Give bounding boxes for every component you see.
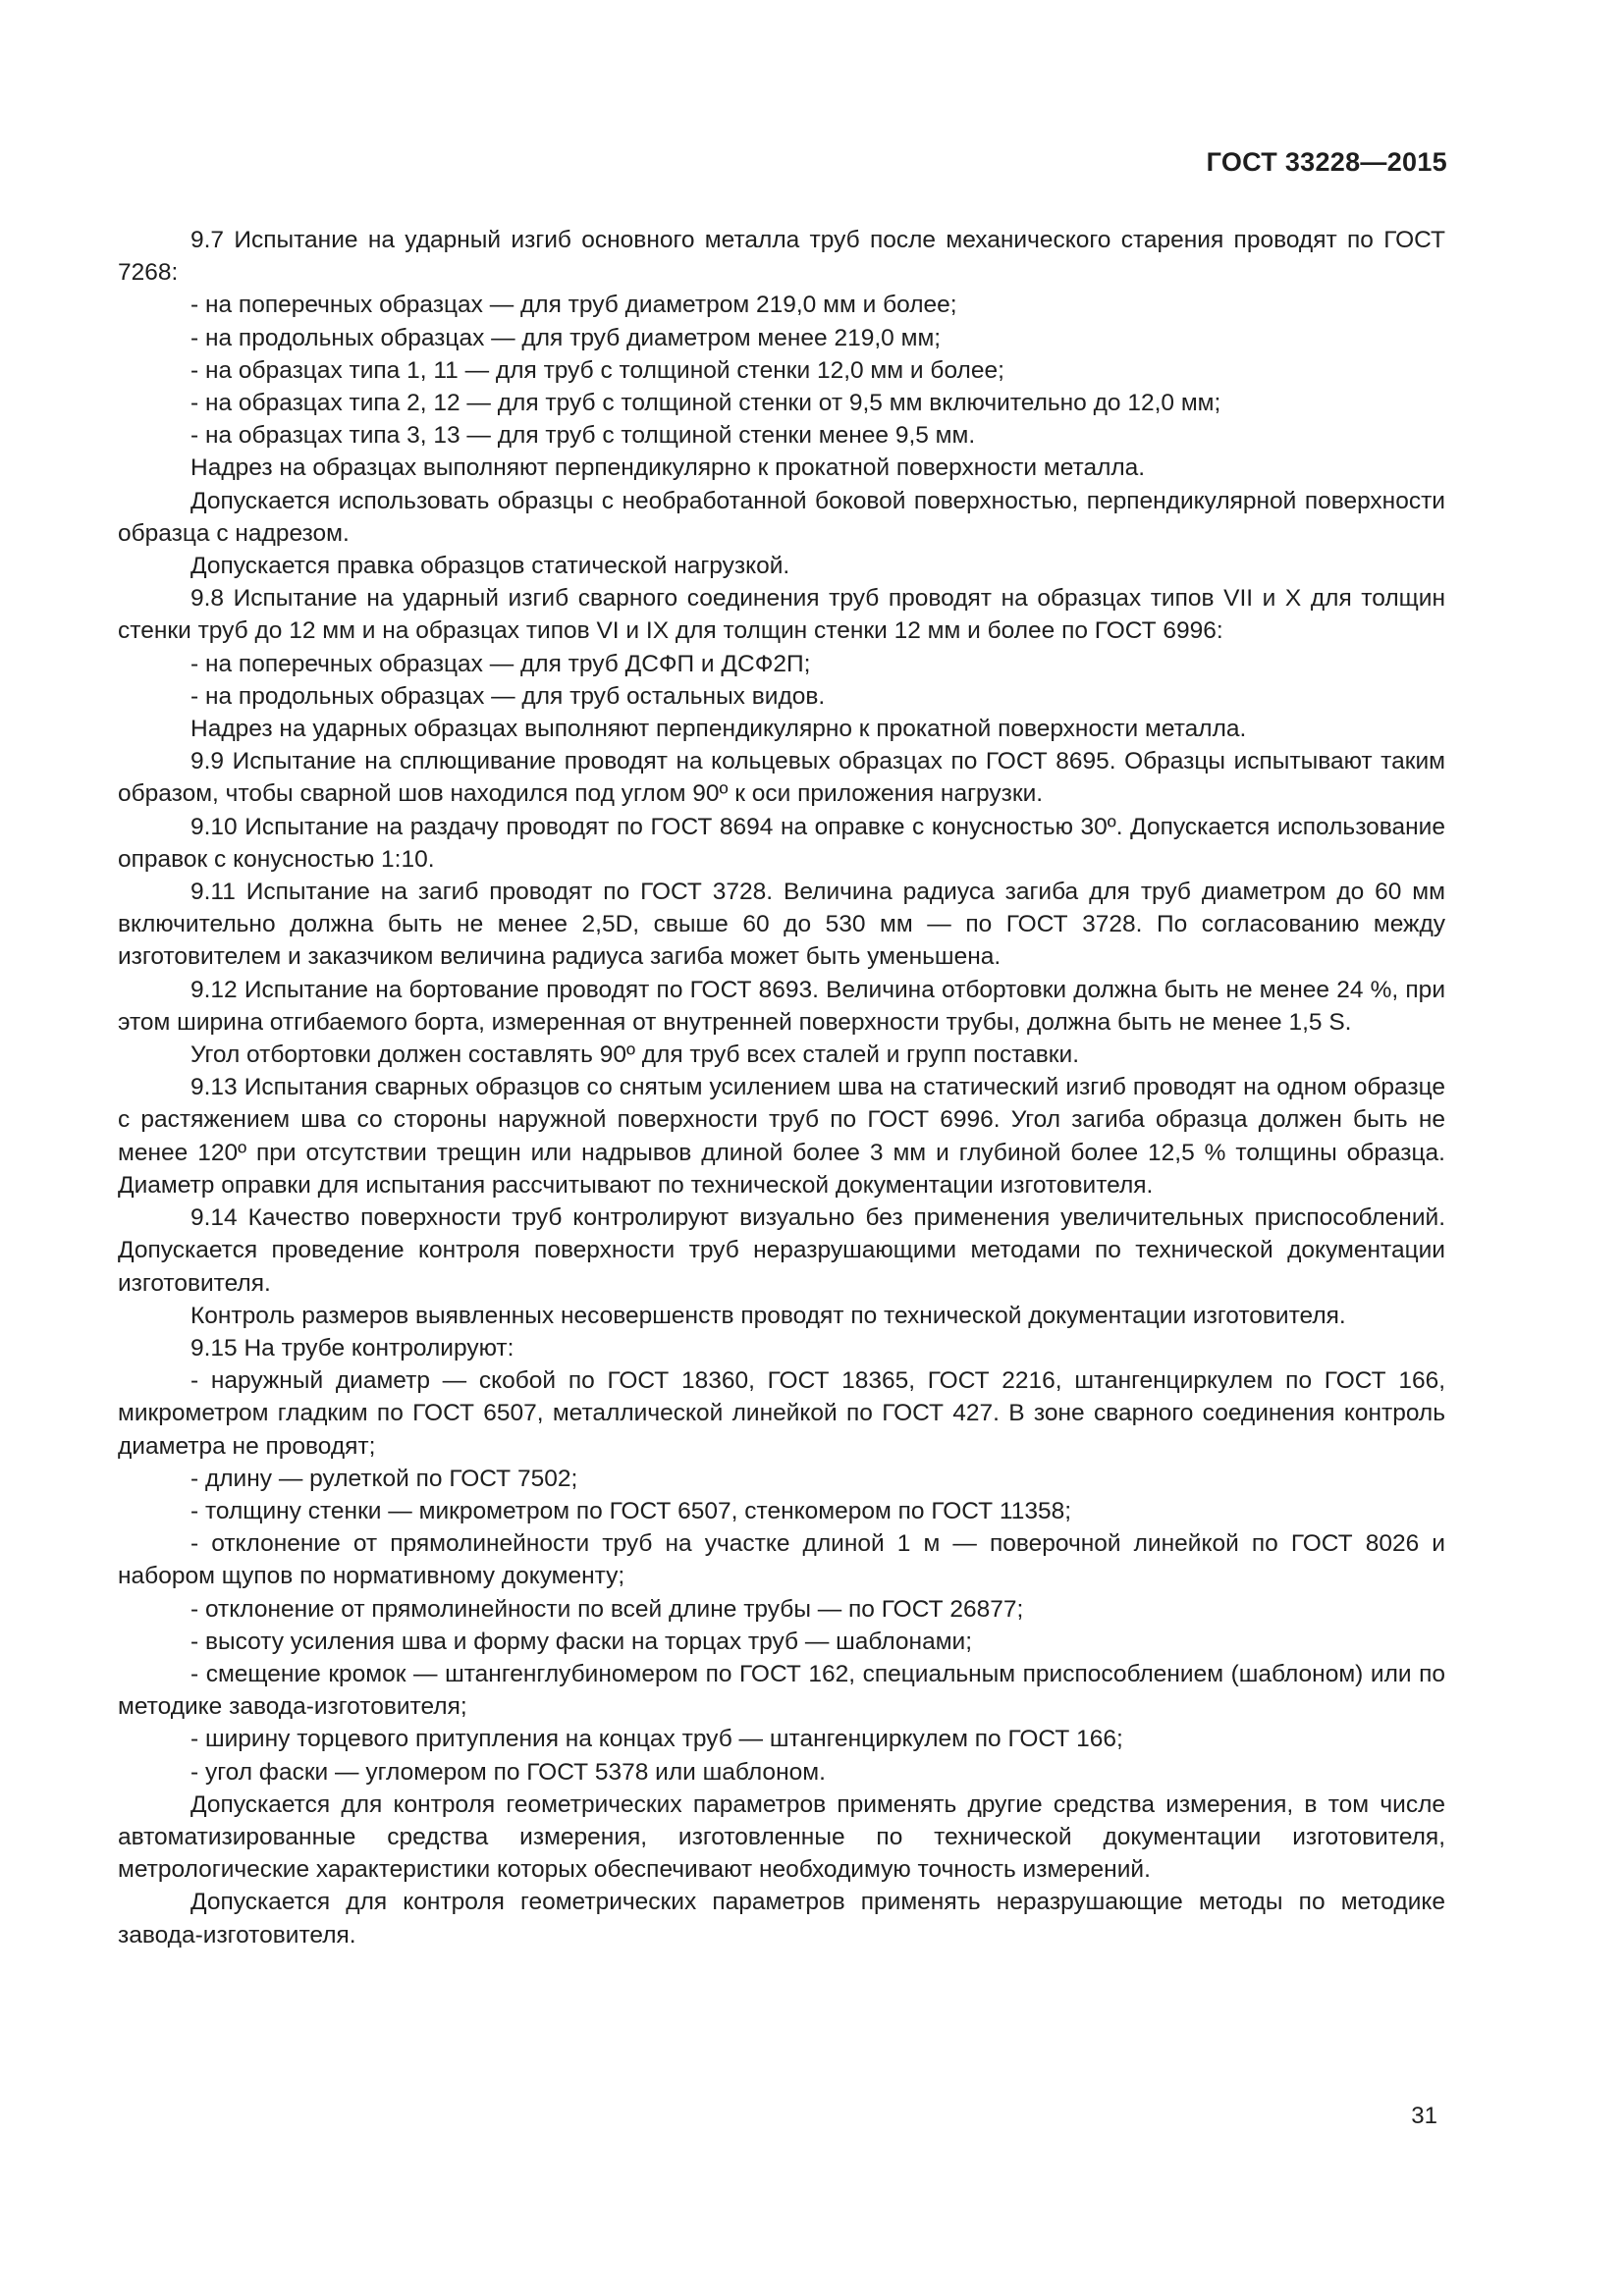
paragraph-9-7: 9.7 Испытание на ударный изгиб основного металла труб после механического старения проводят по ГОСТ 7268: (118, 227, 1445, 287)
list-item: - отклонение от прямолинейности по всей длине трубы — по ГОСТ 26877; (190, 1595, 1024, 1623)
paragraph: Надрез на ударных образцах выполняют перпендикулярно к прокатной поверхности металла. (190, 716, 1247, 743)
paragraph: Допускается правка образцов статической нагрузкой. (190, 553, 790, 580)
paragraph-9-15: 9.15 На трубе контролируют: (190, 1334, 514, 1362)
list-item: - ширину торцевого притупления на концах труб — штангенциркулем по ГОСТ 166; (190, 1726, 1123, 1753)
list-item: - на продольных образцах — для труб диаметром менее 219,0 мм; (190, 324, 942, 351)
paragraph: Допускается использовать образцы с необработанной боковой поверхностью, перпендикулярной поверхности образца с надрезом. (118, 487, 1445, 547)
list-item: - отклонение от прямолинейности труб на участке длиной 1 м — поверочной линейкой по ГОСТ 8026 и набором щупов по нормативному документу; (118, 1530, 1445, 1590)
list-item: - длину — рулеткой по ГОСТ 7502; (190, 1465, 578, 1492)
paragraph: Надрез на образцах выполняют перпендикулярно к прокатной поверхности металла. (190, 454, 1146, 482)
list-item: - на образцах типа 2, 12 — для труб с толщиной стенки от 9,5 мм включительно до 12,0 мм; (190, 390, 1221, 417)
paragraph-9-13: 9.13 Испытания сварных образцов со снятым усилением шва на статический изгиб проводят на одном образце с растяжением шва со стороны наружной поверхности труб по ГОСТ 6996. Угол загиба образца должен быть не менее 120º при отсутствии трещин или надрывов длиной более 3 мм и глубиной более 12,5 % толщины образца. Диаметр оправки для испытания рассчитывают по технической документации изготовителя. (118, 1074, 1445, 1199)
page-number: 31 (1411, 2103, 1437, 2129)
body-text (118, 224, 1445, 1951)
list-item: - наружный диаметр — скобой по ГОСТ 18360, ГОСТ 18365, ГОСТ 2216, штангенциркулем по ГОСТ 166, микрометром гладким по ГОСТ 6507, металлической линейкой по ГОСТ 427. В зоне сварного соединения контроль диаметра не проводят; (118, 1367, 1445, 1460)
paragraph-9-8: 9.8 Испытание на ударный изгиб сварного соединения труб проводят на образцах типов VII и X для толщин стенки труб до 12 мм и на образцах типов VI и IX для толщин стенки 12 мм и более по ГОСТ 6996: (118, 585, 1445, 645)
list-item: - смещение кромок — штангенглубиномером по ГОСТ 162, специальным приспособлением (шаблоном) или по методике завода-изготовителя; (118, 1660, 1445, 1721)
list-item: - толщину стенки — микрометром по ГОСТ 6507, стенкомером по ГОСТ 11358; (190, 1497, 1072, 1524)
paragraph: Допускается для контроля геометрических параметров применять другие средства измерения, в том числе автоматизированные средства измерения, изготовленные по технической документации изготовителя, метрологические характеристики которых обеспечивают необходимую точность измерений. (118, 1790, 1445, 1884)
paragraph-9-14: 9.14 Качество поверхности труб контролируют визуально без применения увеличительных приспособлений. Допускается проведение контроля поверхности труб неразрушающими методами по технической документации изготовителя. (118, 1204, 1445, 1297)
list-item: - на продольных образцах — для труб остальных видов. (190, 682, 826, 710)
list-item: - высоту усиления шва и форму фаски на торцах труб — шаблонами; (190, 1628, 973, 1655)
paragraph-9-10: 9.10 Испытание на раздачу проводят по ГОСТ 8694 на оправке с конусностью 30º. Допускается использование оправок с конусностью 1:10. (118, 813, 1445, 873)
paragraph: Контроль размеров выявленных несовершенств проводят по технической документации изготовителя. (190, 1302, 1346, 1329)
list-item: - на поперечных образцах — для труб диаметром 219,0 мм и более; (190, 292, 957, 319)
list-item: - на образцах типа 3, 13 — для труб с толщиной стенки менее 9,5 мм. (190, 422, 976, 450)
paragraph: Допускается для контроля геометрических параметров применять неразрушающие методы по методике завода-изготовителя. (118, 1889, 1445, 1949)
document-number: ГОСТ 33228—2015 (1206, 147, 1447, 177)
paragraph-9-9: 9.9 Испытание на сплющивание проводят на кольцевых образцах по ГОСТ 8695. Образцы испытывают таким образом, чтобы сварной шов находился под углом 90º к оси приложения нагрузки. (118, 748, 1445, 808)
paragraph-9-11: 9.11 Испытание на загиб проводят по ГОСТ 3728. Величина радиуса загиба для труб диаметром до 60 мм включительно должна быть не менее 2,5D, свыше 60 до 530 мм — по ГОСТ 3728. По согласованию между изготовителем и заказчиком величина радиуса загиба может быть уменьшена. (118, 879, 1445, 971)
list-item: - угол фаски — угломером по ГОСТ 5378 или шаблоном. (190, 1758, 826, 1786)
list-item: - на образцах типа 1, 11 — для труб с толщиной стенки 12,0 мм и более; (190, 356, 1004, 384)
paragraph-9-12: 9.12 Испытание на бортование проводят по ГОСТ 8693. Величина отбортовки должна быть не менее 24 %, при этом ширина отгибаемого борта, измеренная от внутренней поверхности трубы, должна быть не менее 1,5 S. (118, 976, 1445, 1036)
list-item: - на поперечных образцах — для труб ДСФП и ДСФ2П; (190, 650, 811, 677)
paragraph: Угол отбортовки должен составлять 90º для труб всех сталей и групп поставки. (190, 1041, 1080, 1069)
